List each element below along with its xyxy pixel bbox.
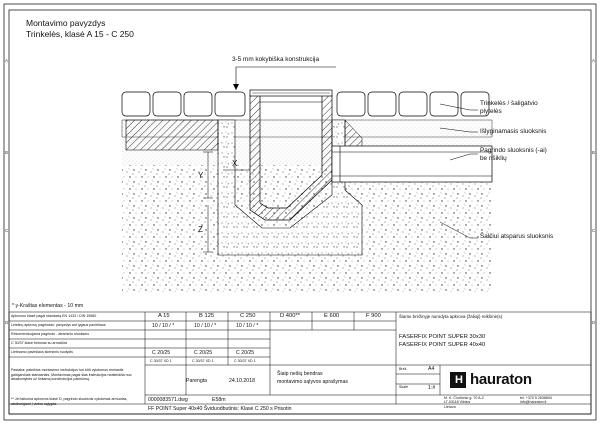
class-b125: B 125 — [199, 313, 215, 319]
title-line-1: Montavimo pavyzdys — [26, 18, 106, 28]
page-label: Skalė — [399, 385, 408, 389]
date-label: Parengta — [186, 378, 208, 384]
doc-number: 0000083571.dwg — [148, 397, 188, 403]
notes-left: Pastaba: pateiktos montavimo instrukcijos turi būti vykdomos remiantis galiojančiais standartais. Montavimas pagal šias instrukcijos neatleidžia nuo atsakomybės už tinkamą konstrukcijos parinkimą. — [11, 368, 132, 382]
row4-c: C 30/37 XD 1 — [234, 359, 256, 363]
callout-base: Pagrindo sluoksnis (-ai) be rišiklių — [480, 147, 547, 162]
row2-c: 10 / 10 / * — [236, 323, 259, 329]
class-f900: F 900 — [366, 313, 381, 319]
border-letter-d: D — [5, 320, 9, 325]
class-d400: D 400** — [280, 313, 300, 319]
row-label-1: Apkrovos klasė pagal standartą EN 1433 / DIN 19580 — [11, 314, 97, 318]
border-letter-c: C — [5, 228, 9, 233]
page-value: 1:# — [428, 385, 436, 391]
row2-a: 10 / 10 / * — [152, 323, 175, 329]
row-label-3: Rekomenduojama pagrindo - atraminio sluoksnio — [11, 332, 90, 336]
dimension-y: Y — [198, 171, 204, 180]
logo-mark-icon: H — [450, 372, 466, 388]
row3-c: C 20/25 — [236, 350, 255, 356]
hatched-bedding-left — [126, 120, 218, 150]
format-value: A4 — [428, 366, 435, 372]
row2-b: 10 / 10 / * — [194, 323, 217, 329]
top-callout-arrow — [233, 84, 239, 90]
footer-text: FF POINT Super 40x40 Šviduodbutinis: Klasė C 250 s Prisotin — [148, 406, 292, 412]
row3-a: C 20/25 — [152, 350, 171, 356]
row3-b: C 20/25 — [194, 350, 213, 356]
footnote: * y-Kraštas elementas - 10 mm — [12, 303, 84, 309]
outlet-pipe — [332, 146, 492, 182]
right-header: Šiame brėžinyje nurodyta apkrova (žalioji) reikšmė(s) — [399, 314, 503, 319]
company-contact: tel. +370 5 2638694 info@hauraton.lt — [520, 396, 552, 405]
hauraton-logo — [450, 371, 574, 389]
scale-label: Brėž. — [399, 367, 408, 371]
title-line-2: Trinkelės, klasė A 15 - C 250 — [26, 29, 134, 39]
notes-bottom: ** Jei taikoma apkrovos klasė D, pagrindo sluoksnis vykdomas armuotas, atsižvelgiant į vietos sąlygas. — [11, 397, 128, 406]
callout-top: 3-5 mm kokybiška konstrukcija — [232, 56, 320, 63]
row-label-4: C 30/37 klasė betonas su armatūra — [11, 341, 67, 345]
dimension-z: Z — [198, 225, 203, 234]
border-letter-c-right: C — [592, 228, 596, 233]
product-2: FASERFIX POINT SUPER 40x40 — [399, 342, 486, 348]
border-letter-a-right: A — [592, 58, 596, 63]
class-e600: E 600 — [324, 313, 340, 319]
drawing-desc-2: montavimo sąlyvos aprašymas — [277, 379, 348, 385]
pavers-left — [122, 92, 245, 116]
border-letter-d-right: D — [592, 320, 596, 325]
row4-a: C 30/37 XD 1 — [150, 359, 172, 363]
logo-wordmark: hauraton — [470, 371, 532, 388]
row-label-5: Lietinamo paviršiaus skersinis nuolydis — [11, 350, 73, 354]
border-letter-a: A — [5, 58, 9, 63]
callout-pavers: Trinkelės / šaligatvio plytelės — [480, 100, 538, 115]
pavers-right — [337, 92, 489, 116]
border-letter-b-right: B — [592, 150, 596, 155]
class-c250: C 250 — [240, 313, 256, 319]
sheet-code: E58m — [212, 397, 226, 403]
callout-frost: Šalčiui atsparus sluoksnis — [480, 233, 554, 240]
company-address: M. K. Čiurlionio g. 70 A-2 LT-03118 Vilnius Lietuva — [444, 396, 484, 409]
date-value: 24.10.2018 — [229, 378, 255, 384]
callout-levelling: Išlyginamasis sluoksnis — [480, 128, 547, 135]
product-1: FASERFIX POINT SUPER 30x30 — [399, 334, 486, 340]
class-a15: A 15 — [158, 313, 170, 319]
dimension-x: X — [232, 159, 238, 168]
row4-b: C 30/37 XD 1 — [192, 359, 214, 363]
drawing-desc-1: Šiaip nešių bendras — [277, 371, 323, 377]
border-letter-b: B — [5, 150, 9, 155]
row-label-2: Leistinų apkrovų pagrindas: pavyzdys ant lygaus paviršiaus — [11, 323, 106, 327]
